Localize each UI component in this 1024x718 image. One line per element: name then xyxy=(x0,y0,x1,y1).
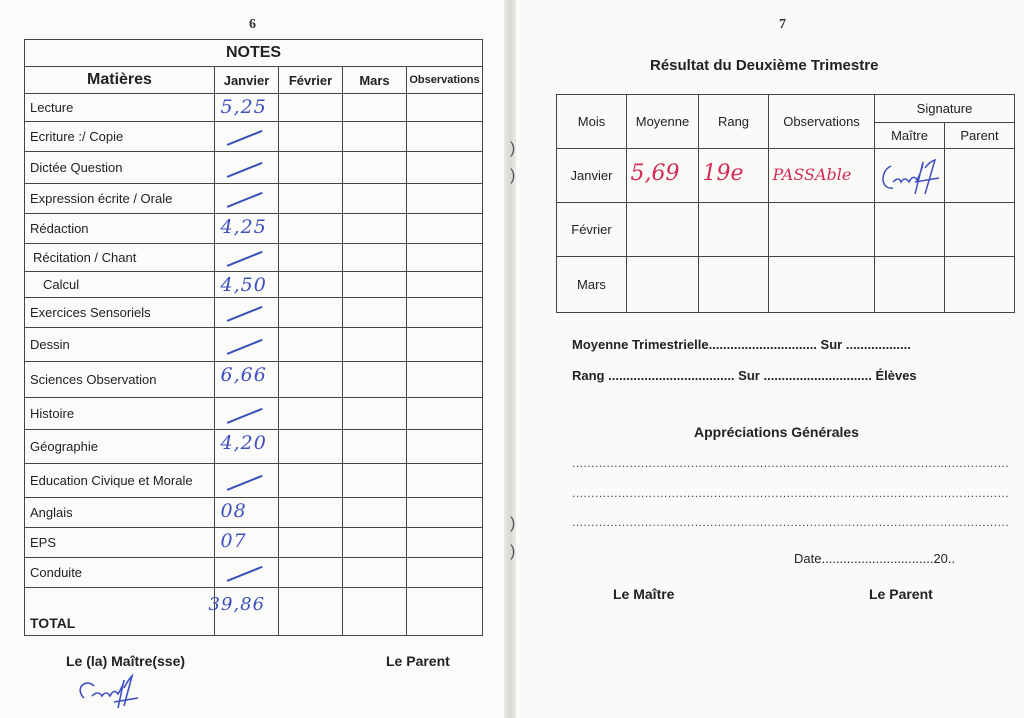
subject-name: Anglais xyxy=(25,498,215,528)
header-signature: Signature xyxy=(875,95,1015,123)
subject-name: Expression écrite / Orale xyxy=(25,184,215,214)
header-observations: Observations xyxy=(407,67,483,94)
appreciations-title: Appréciations Générales xyxy=(694,424,859,440)
dots: .............................. xyxy=(763,368,872,383)
eleves-label: Élèves xyxy=(875,368,917,383)
subject-name: Exercices Sensoriels xyxy=(25,298,215,328)
month-label: Janvier xyxy=(557,149,627,203)
month-label: Mars xyxy=(557,257,627,313)
grade-value: 4,25 xyxy=(220,215,267,238)
header-matieres: Matières xyxy=(25,67,215,94)
grade-value: 08 xyxy=(220,499,247,522)
grade-cell xyxy=(343,152,407,184)
subject-row xyxy=(25,184,483,214)
result-cell xyxy=(627,203,699,257)
moyenne-trimestrielle-label: Moyenne Trimestrielle xyxy=(572,337,709,352)
subject-row xyxy=(25,298,483,328)
appreciation-line-1: .................................................................................................................. xyxy=(572,456,1010,470)
header-fevrier: Février xyxy=(279,67,343,94)
notes-title: NOTES xyxy=(25,40,483,67)
subject-name: Ecriture :/ Copie xyxy=(25,122,215,152)
subject-name: Récitation / Chant xyxy=(25,244,215,272)
grade-cell xyxy=(343,298,407,328)
grade-cell xyxy=(343,122,407,152)
grade-cell xyxy=(279,298,343,328)
header-mois: Mois xyxy=(557,95,627,149)
grade-cell xyxy=(343,398,407,430)
grade-cell xyxy=(279,464,343,498)
parent-signature-label-right: Le Parent xyxy=(869,586,933,602)
grade-cell xyxy=(407,298,483,328)
grade-cell xyxy=(343,272,407,298)
result-cell xyxy=(945,149,1015,203)
grade-cell xyxy=(279,94,343,122)
date-year: 20 xyxy=(933,551,948,566)
appreciation-line-3: .................................................................................................................. xyxy=(572,515,1010,529)
subject-row xyxy=(25,152,483,184)
subject-name: Sciences Observation xyxy=(25,362,215,398)
grade-cell xyxy=(279,272,343,298)
teacher-signature-label: Le (la) Maître(sse) xyxy=(66,653,186,669)
grade-cell xyxy=(407,94,483,122)
header-moyenne: Moyenne xyxy=(627,95,699,149)
appreciation-line-2: .................................................................................................................. xyxy=(572,486,1010,500)
subject-row xyxy=(25,498,483,528)
grade-cell xyxy=(343,94,407,122)
result-moyenne: 5,69 xyxy=(630,161,680,187)
parent-signature-label: Le Parent xyxy=(386,653,450,669)
result-cell xyxy=(875,257,945,313)
binding-mark: ) xyxy=(510,167,516,184)
subject-name: Lecture xyxy=(25,94,215,122)
subject-row xyxy=(25,398,483,430)
subject-row xyxy=(25,528,483,558)
dots: .................. xyxy=(845,337,911,352)
grade-value: 4,50 xyxy=(220,273,267,296)
subject-name: EPS xyxy=(25,528,215,558)
maitre-signature-janvier xyxy=(877,156,943,198)
result-cell xyxy=(945,257,1015,313)
result-cell xyxy=(945,203,1015,257)
grade-cell xyxy=(407,152,483,184)
grade-value: 07 xyxy=(220,529,247,552)
grade-cell xyxy=(279,152,343,184)
total-value: 39,86 xyxy=(208,593,266,615)
subject-name: Histoire xyxy=(25,398,215,430)
header-observations: Observations xyxy=(769,95,875,149)
dots: ............................... xyxy=(821,551,934,566)
moyenne-trimestrielle-line xyxy=(572,337,911,352)
dots: .............................. xyxy=(708,337,817,352)
subject-name: Conduite xyxy=(25,558,215,588)
result-title: Résultat du Deuxième Trimestre xyxy=(650,57,879,74)
grade-cell xyxy=(279,430,343,464)
grade-cell xyxy=(279,558,343,588)
month-label: Février xyxy=(557,203,627,257)
subject-row xyxy=(25,464,483,498)
book-gutter xyxy=(504,0,516,718)
grade-value: 6,66 xyxy=(220,363,267,386)
subject-name: Dessin xyxy=(25,328,215,362)
subject-name: Education Civique et Morale xyxy=(25,464,215,498)
result-cell xyxy=(627,257,699,313)
grade-cell xyxy=(343,328,407,362)
result-row xyxy=(557,203,1015,257)
result-cell xyxy=(699,257,769,313)
grade-value: 4,20 xyxy=(220,431,267,454)
total-label: TOTAL xyxy=(25,588,215,636)
grade-cell xyxy=(407,430,483,464)
subject-row xyxy=(25,244,483,272)
grade-cell xyxy=(343,498,407,528)
grade-cell xyxy=(343,430,407,464)
grade-cell xyxy=(407,214,483,244)
result-table xyxy=(556,94,1015,313)
grade-cell xyxy=(407,398,483,430)
result-cell xyxy=(769,203,875,257)
sur-label: Sur xyxy=(820,337,843,352)
grade-cell xyxy=(343,464,407,498)
header-maitre: Maître xyxy=(875,123,945,149)
subject-name: Calcul xyxy=(25,272,215,298)
result-rang: 19e xyxy=(702,161,744,187)
grade-cell xyxy=(407,184,483,214)
header-janvier: Janvier xyxy=(215,67,279,94)
grade-cell xyxy=(407,244,483,272)
subject-row xyxy=(25,122,483,152)
rang-line xyxy=(572,368,917,383)
grade-cell xyxy=(279,528,343,558)
binding-mark: ) xyxy=(510,515,516,532)
grade-cell xyxy=(407,122,483,152)
date-label: Date xyxy=(794,551,822,566)
grade-cell xyxy=(279,498,343,528)
date-line xyxy=(794,551,955,566)
grade-cell xyxy=(407,528,483,558)
subject-row xyxy=(25,328,483,362)
maitre-signature-label: Le Maître xyxy=(613,586,675,602)
subject-name: Rédaction xyxy=(25,214,215,244)
binding-mark: ) xyxy=(510,140,516,157)
grade-cell xyxy=(407,328,483,362)
subject-name: Géographie xyxy=(25,430,215,464)
sur-label: Sur xyxy=(738,368,760,383)
notes-table xyxy=(24,39,483,636)
grade-cell xyxy=(343,558,407,588)
grade-cell xyxy=(279,122,343,152)
result-row xyxy=(557,257,1015,313)
header-mars: Mars xyxy=(343,67,407,94)
grade-cell xyxy=(407,498,483,528)
grade-value: 5,25 xyxy=(220,95,267,118)
grade-cell xyxy=(343,528,407,558)
grade-cell xyxy=(407,362,483,398)
grade-cell xyxy=(343,184,407,214)
binding-mark: ) xyxy=(510,543,516,560)
grade-cell xyxy=(279,362,343,398)
grade-cell xyxy=(407,558,483,588)
dots: ................................... xyxy=(608,368,735,383)
header-parent: Parent xyxy=(945,123,1015,149)
grade-cell xyxy=(279,398,343,430)
grade-cell xyxy=(279,214,343,244)
grade-cell xyxy=(407,464,483,498)
grade-cell xyxy=(343,244,407,272)
grade-cell xyxy=(279,184,343,214)
subject-name: Dictée Question xyxy=(25,152,215,184)
result-cell xyxy=(769,257,875,313)
page-number-right: 7 xyxy=(779,17,786,32)
grade-cell xyxy=(343,362,407,398)
grade-cell xyxy=(343,214,407,244)
result-observations: PASSAble xyxy=(772,165,852,185)
rang-label: Rang xyxy=(572,368,605,383)
header-rang: Rang xyxy=(699,95,769,149)
dots: .. xyxy=(947,551,956,566)
grade-cell xyxy=(407,272,483,298)
teacher-signature xyxy=(70,672,150,712)
subject-row xyxy=(25,558,483,588)
grade-cell xyxy=(279,244,343,272)
grade-cell xyxy=(279,328,343,362)
result-cell xyxy=(875,203,945,257)
page-number-left: 6 xyxy=(249,17,256,32)
result-cell xyxy=(699,203,769,257)
